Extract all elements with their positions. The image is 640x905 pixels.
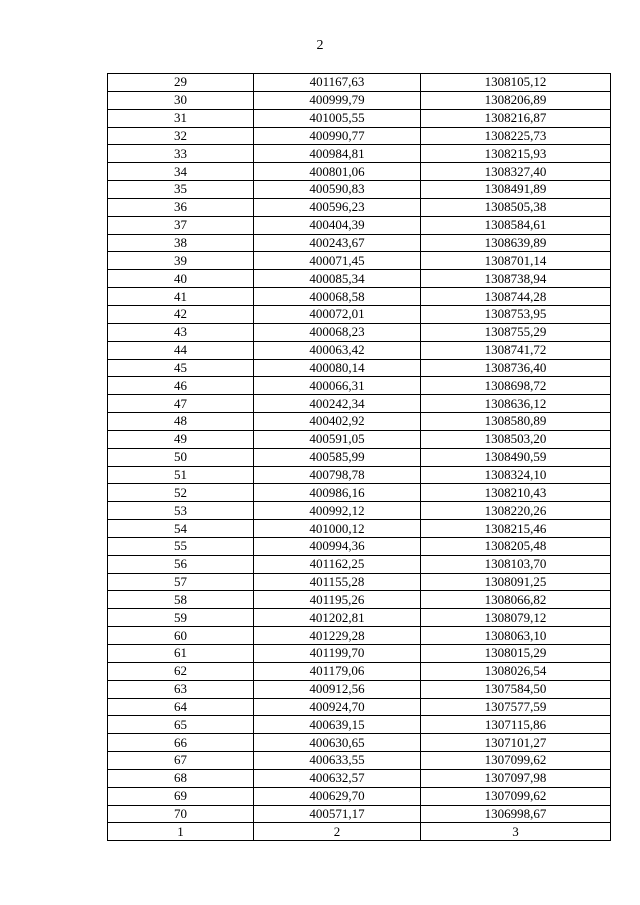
y-coordinate-cell: 1308091,25 (421, 573, 611, 591)
point-number-cell: 45 (108, 359, 254, 377)
table-row (108, 127, 611, 145)
x-coordinate-cell: 401229,28 (254, 627, 421, 645)
point-number-cell: 63 (108, 680, 254, 698)
point-number-cell: 70 (108, 805, 254, 823)
point-number-cell: 56 (108, 555, 254, 573)
table-row (108, 109, 611, 127)
y-coordinate-cell: 1308490,59 (421, 448, 611, 466)
table-row (108, 91, 611, 109)
y-coordinate-cell: 1307097,98 (421, 769, 611, 787)
point-number-cell: 42 (108, 305, 254, 323)
column-number-cell: 3 (421, 823, 611, 841)
table-row (108, 555, 611, 573)
table-row (108, 430, 611, 448)
table-row (108, 234, 611, 252)
x-coordinate-cell: 400242,34 (254, 395, 421, 413)
point-number-cell: 36 (108, 198, 254, 216)
x-coordinate-cell: 400639,15 (254, 716, 421, 734)
y-coordinate-cell: 1308584,61 (421, 216, 611, 234)
point-number-cell: 40 (108, 270, 254, 288)
y-coordinate-cell: 1308639,89 (421, 234, 611, 252)
point-number-cell: 61 (108, 645, 254, 663)
table-row (108, 484, 611, 502)
table-row (108, 145, 611, 163)
x-coordinate-cell: 400994,36 (254, 537, 421, 555)
x-coordinate-cell: 400591,05 (254, 430, 421, 448)
y-coordinate-cell: 1308324,10 (421, 466, 611, 484)
y-coordinate-cell: 1308015,29 (421, 645, 611, 663)
point-number-cell: 57 (108, 573, 254, 591)
x-coordinate-cell: 401199,70 (254, 645, 421, 663)
table-row (108, 502, 611, 520)
page-number: 2 (316, 38, 324, 53)
y-coordinate-cell: 1308066,82 (421, 591, 611, 609)
table-row (108, 466, 611, 484)
x-coordinate-cell: 400571,17 (254, 805, 421, 823)
table-row (108, 734, 611, 752)
y-coordinate-cell: 1308491,89 (421, 181, 611, 199)
x-coordinate-cell: 400590,83 (254, 181, 421, 199)
x-coordinate-cell: 400801,06 (254, 163, 421, 181)
table-row (108, 288, 611, 306)
x-coordinate-cell: 400068,58 (254, 288, 421, 306)
table-row (108, 270, 611, 288)
table-row (108, 680, 611, 698)
y-coordinate-cell: 1308505,38 (421, 198, 611, 216)
y-coordinate-cell: 1308327,40 (421, 163, 611, 181)
y-coordinate-cell: 1308753,95 (421, 305, 611, 323)
table-row (108, 395, 611, 413)
x-coordinate-cell: 401179,06 (254, 662, 421, 680)
y-coordinate-cell: 1308738,94 (421, 270, 611, 288)
x-coordinate-cell: 400990,77 (254, 127, 421, 145)
x-coordinate-cell: 401167,63 (254, 74, 421, 92)
y-coordinate-cell: 1308105,12 (421, 74, 611, 92)
point-number-cell: 33 (108, 145, 254, 163)
table-row (108, 698, 611, 716)
x-coordinate-cell: 400085,34 (254, 270, 421, 288)
column-number-cell: 1 (108, 823, 254, 841)
x-coordinate-cell: 401005,55 (254, 109, 421, 127)
x-coordinate-cell: 401000,12 (254, 520, 421, 538)
point-number-cell: 38 (108, 234, 254, 252)
table-row (108, 573, 611, 591)
table-row (108, 305, 611, 323)
point-number-cell: 54 (108, 520, 254, 538)
x-coordinate-cell: 401155,28 (254, 573, 421, 591)
y-coordinate-cell: 1308079,12 (421, 609, 611, 627)
y-coordinate-cell: 1308225,73 (421, 127, 611, 145)
y-coordinate-cell: 1308220,26 (421, 502, 611, 520)
y-coordinate-cell: 1308206,89 (421, 91, 611, 109)
table-row (108, 163, 611, 181)
table-row (108, 181, 611, 199)
x-coordinate-cell: 400992,12 (254, 502, 421, 520)
x-coordinate-cell: 400999,79 (254, 91, 421, 109)
table-row (108, 198, 611, 216)
y-coordinate-cell: 1308736,40 (421, 359, 611, 377)
y-coordinate-cell: 1307577,59 (421, 698, 611, 716)
point-number-cell: 31 (108, 109, 254, 127)
y-coordinate-cell: 1308205,48 (421, 537, 611, 555)
point-number-cell: 69 (108, 787, 254, 805)
point-number-cell: 41 (108, 288, 254, 306)
point-number-cell: 35 (108, 181, 254, 199)
x-coordinate-cell: 400063,42 (254, 341, 421, 359)
x-coordinate-cell: 400630,65 (254, 734, 421, 752)
point-number-cell: 64 (108, 698, 254, 716)
point-number-cell: 46 (108, 377, 254, 395)
x-coordinate-cell: 400071,45 (254, 252, 421, 270)
x-coordinate-cell: 401162,25 (254, 555, 421, 573)
x-coordinate-cell: 400402,92 (254, 413, 421, 431)
y-coordinate-cell: 1308741,72 (421, 341, 611, 359)
y-coordinate-cell: 1307099,62 (421, 787, 611, 805)
y-coordinate-cell: 1307101,27 (421, 734, 611, 752)
y-coordinate-cell: 1307584,50 (421, 680, 611, 698)
table-row (108, 216, 611, 234)
point-number-cell: 39 (108, 252, 254, 270)
point-number-cell: 48 (108, 413, 254, 431)
table-row (108, 769, 611, 787)
x-coordinate-cell: 401195,26 (254, 591, 421, 609)
x-coordinate-cell: 401202,81 (254, 609, 421, 627)
point-number-cell: 44 (108, 341, 254, 359)
x-coordinate-cell: 400632,57 (254, 769, 421, 787)
table-row (108, 662, 611, 680)
x-coordinate-cell: 400080,14 (254, 359, 421, 377)
point-number-cell: 49 (108, 430, 254, 448)
x-coordinate-cell: 400066,31 (254, 377, 421, 395)
x-coordinate-cell: 400068,23 (254, 323, 421, 341)
y-coordinate-cell: 1308755,29 (421, 323, 611, 341)
y-coordinate-cell: 1306998,67 (421, 805, 611, 823)
y-coordinate-cell: 1308215,46 (421, 520, 611, 538)
y-coordinate-cell: 1308103,70 (421, 555, 611, 573)
point-number-cell: 47 (108, 395, 254, 413)
point-number-cell: 30 (108, 91, 254, 109)
point-number-cell: 67 (108, 752, 254, 770)
y-coordinate-cell: 1307115,86 (421, 716, 611, 734)
y-coordinate-cell: 1307099,62 (421, 752, 611, 770)
y-coordinate-cell: 1308215,93 (421, 145, 611, 163)
table-row (108, 627, 611, 645)
point-number-cell: 58 (108, 591, 254, 609)
point-number-cell: 65 (108, 716, 254, 734)
table-row (108, 448, 611, 466)
x-coordinate-cell: 400912,56 (254, 680, 421, 698)
point-number-cell: 59 (108, 609, 254, 627)
x-coordinate-cell: 400633,55 (254, 752, 421, 770)
y-coordinate-cell: 1308698,72 (421, 377, 611, 395)
y-coordinate-cell: 1308026,54 (421, 662, 611, 680)
y-coordinate-cell: 1308503,20 (421, 430, 611, 448)
table-row (108, 359, 611, 377)
point-number-cell: 29 (108, 74, 254, 92)
point-number-cell: 43 (108, 323, 254, 341)
table-row (108, 716, 611, 734)
coordinates-table-body (108, 74, 611, 841)
point-number-cell: 32 (108, 127, 254, 145)
column-number-cell: 2 (254, 823, 421, 841)
table-row (108, 520, 611, 538)
y-coordinate-cell: 1308063,10 (421, 627, 611, 645)
point-number-cell: 37 (108, 216, 254, 234)
x-coordinate-cell: 400924,70 (254, 698, 421, 716)
table-row (108, 805, 611, 823)
column-number-row (108, 823, 611, 841)
table-row (108, 341, 611, 359)
point-number-cell: 55 (108, 537, 254, 555)
table-row (108, 645, 611, 663)
y-coordinate-cell: 1308701,14 (421, 252, 611, 270)
point-number-cell: 68 (108, 769, 254, 787)
x-coordinate-cell: 400243,67 (254, 234, 421, 252)
table-row (108, 377, 611, 395)
point-number-cell: 66 (108, 734, 254, 752)
x-coordinate-cell: 400585,99 (254, 448, 421, 466)
point-number-cell: 62 (108, 662, 254, 680)
point-number-cell: 53 (108, 502, 254, 520)
point-number-cell: 60 (108, 627, 254, 645)
table-row (108, 252, 611, 270)
x-coordinate-cell: 400596,23 (254, 198, 421, 216)
point-number-cell: 51 (108, 466, 254, 484)
point-number-cell: 34 (108, 163, 254, 181)
point-number-cell: 50 (108, 448, 254, 466)
x-coordinate-cell: 400629,70 (254, 787, 421, 805)
y-coordinate-cell: 1308210,43 (421, 484, 611, 502)
table-row (108, 74, 611, 92)
table-row (108, 609, 611, 627)
coordinates-table (107, 73, 611, 841)
x-coordinate-cell: 400798,78 (254, 466, 421, 484)
table-row (108, 323, 611, 341)
x-coordinate-cell: 400986,16 (254, 484, 421, 502)
table-row (108, 752, 611, 770)
y-coordinate-cell: 1308216,87 (421, 109, 611, 127)
y-coordinate-cell: 1308636,12 (421, 395, 611, 413)
x-coordinate-cell: 400072,01 (254, 305, 421, 323)
table-row (108, 413, 611, 431)
table-row (108, 787, 611, 805)
table-row (108, 537, 611, 555)
table-row (108, 591, 611, 609)
y-coordinate-cell: 1308744,28 (421, 288, 611, 306)
point-number-cell: 52 (108, 484, 254, 502)
y-coordinate-cell: 1308580,89 (421, 413, 611, 431)
x-coordinate-cell: 400984,81 (254, 145, 421, 163)
x-coordinate-cell: 400404,39 (254, 216, 421, 234)
